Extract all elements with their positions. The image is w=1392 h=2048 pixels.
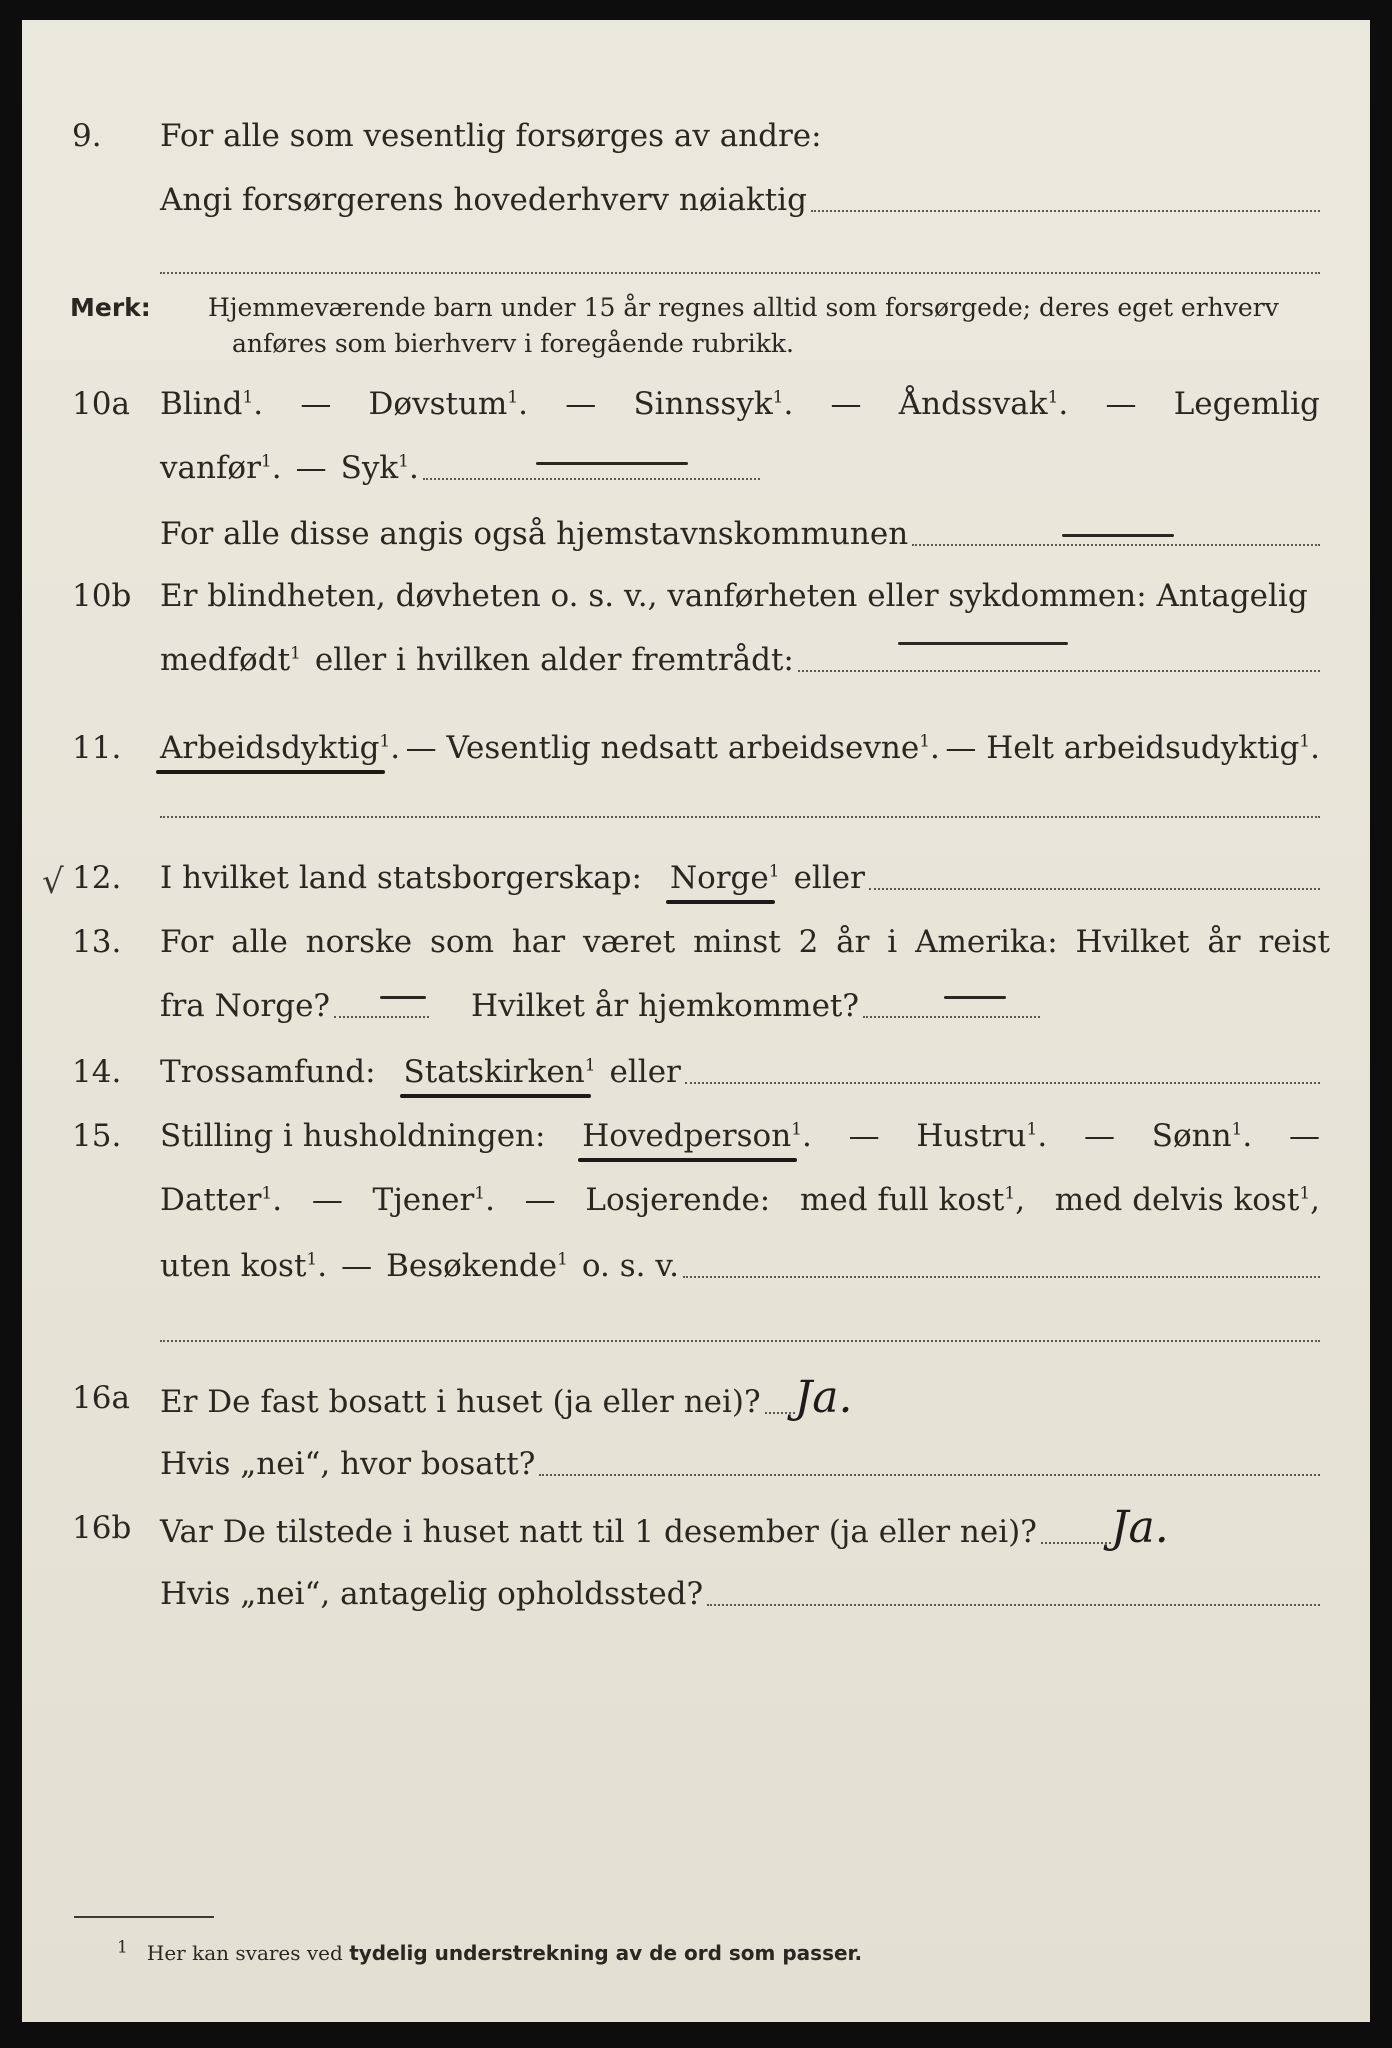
answer-field[interactable]: [912, 544, 1320, 546]
answer-field[interactable]: [423, 478, 760, 480]
pen-dash-mark: [1062, 534, 1174, 537]
census-form-page: [22, 20, 1370, 2022]
option-tjener: Tjener$^1$.: [372, 1182, 495, 1218]
question-text: fra Norge?: [160, 988, 331, 1024]
question-text: Trossamfund:: [160, 1054, 376, 1090]
question-text: Stilling i husholdningen:: [160, 1118, 546, 1154]
option-delvis-kost: med delvis kost$^1$,: [1054, 1182, 1320, 1218]
option-nedsatt: — Vesentlig nedsatt arbeidsevne$^1$.: [405, 730, 940, 766]
question-number: 9.: [72, 118, 102, 154]
question-number: 13.: [72, 924, 122, 960]
note-block: [70, 290, 1322, 362]
answer-line[interactable]: [160, 816, 1320, 818]
question-number: 12.: [72, 860, 122, 896]
option-syk: Syk$^1$.: [340, 450, 419, 486]
option-uten-kost: uten kost$^1$.: [160, 1248, 328, 1284]
question-text: I hvilket land statsborgerskap:: [160, 860, 642, 896]
answer-field[interactable]: [707, 1604, 1320, 1606]
separator: —: [848, 1118, 880, 1154]
separator: —: [1105, 386, 1137, 422]
answer-field-hjemkommet[interactable]: [863, 1016, 1040, 1018]
question-text: Var De tilstede i huset natt til 1 desember (ja eller nei)?: [160, 1514, 1037, 1550]
question-text: o. s. v.: [581, 1248, 680, 1284]
option-besokende: Besøkende$^1$: [386, 1248, 568, 1284]
check-mark: √: [42, 862, 64, 902]
option-arbeidsdyktig: Arbeidsdyktig$^1$.: [160, 730, 401, 766]
question-number: 11.: [72, 730, 122, 766]
option-legemlig[interactable]: Legemlig: [1173, 386, 1320, 422]
question-text: eller: [609, 1054, 681, 1090]
option-arbeidsudyktig: — Helt arbeidsudyktig$^1$.: [945, 730, 1320, 766]
question-text: Hvilket år hjemkommet?: [471, 988, 860, 1024]
question-number: 14.: [72, 1054, 122, 1090]
option-statskirken: Statskirken$^1$: [403, 1054, 596, 1090]
option-blind: Blind$^1$.: [160, 386, 264, 422]
note-text-line1: Hjemmeværende barn under 15 år regnes alltid som forsørgede; deres eget erhverv: [208, 293, 1279, 322]
answer-line[interactable]: [160, 1340, 1320, 1342]
question-text: For alle norske som har været minst 2 år i Amerika: Hvilket år reist: [160, 924, 1330, 960]
question-text: Er blindheten, døvheten o. s. v., vanførheten eller sykdommen: Antagelig: [160, 578, 1308, 614]
pen-dash-mark: [380, 996, 426, 999]
option-medfodt: medfødt$^1$: [160, 642, 301, 678]
separator: —: [1083, 1118, 1115, 1154]
option-norge: Norge$^1$: [669, 860, 780, 896]
note-label: Merk:: [70, 293, 151, 322]
separator: —: [300, 386, 332, 422]
answer-field-reist[interactable]: [334, 1016, 429, 1018]
handwritten-answer: Ja.: [1110, 1502, 1169, 1553]
note-text-line2: anføres som bierhverv i foregående rubrikk.: [232, 329, 794, 358]
option-full-kost: med full kost$^1$,: [799, 1182, 1026, 1218]
question-number: 10a: [72, 386, 130, 422]
question-text: For alle som vesentlig forsørges av andre:: [160, 118, 822, 154]
question-number: 15.: [72, 1118, 122, 1154]
separator: —: [295, 450, 327, 486]
question-text: For alle disse angis også hjemstavnskommunen: [160, 516, 909, 552]
question-text: Hvis „nei“, hvor bosatt?: [160, 1446, 536, 1482]
question-text: Angi forsørgerens hovederhverv nøiaktig: [160, 182, 807, 218]
pen-dash-mark: [944, 996, 1006, 999]
answer-field[interactable]: [539, 1474, 1320, 1476]
option-sonn: Sønn$^1$.: [1151, 1118, 1253, 1154]
handwritten-answer: Ja.: [794, 1372, 853, 1423]
pen-dash-mark: [536, 462, 688, 465]
question-number: 16b: [72, 1510, 132, 1546]
answer-line[interactable]: [160, 272, 1320, 274]
question-text: eller i hvilken alder fremtrådt:: [314, 642, 794, 678]
separator: —: [341, 1248, 373, 1284]
separator: —: [830, 386, 862, 422]
option-sinnssyk: Sinnssyk$^1$.: [633, 386, 794, 422]
footnote-mark: 1: [117, 1937, 128, 1958]
pen-dash-mark: [898, 642, 1068, 645]
answer-field[interactable]: [798, 670, 1320, 672]
separator: —: [1288, 1118, 1320, 1154]
option-vanfor: vanfør$^1$.: [160, 450, 282, 486]
separator: —: [524, 1182, 556, 1218]
option-datter: Datter$^1$.: [160, 1182, 283, 1218]
question-number: 16a: [72, 1380, 130, 1416]
answer-field[interactable]: [683, 1276, 1320, 1278]
option-hovedperson: Hovedperson$^1$.: [582, 1118, 812, 1154]
option-andssvak: Åndssvak$^1$.: [898, 386, 1069, 422]
question-text: Losjerende:: [585, 1182, 771, 1218]
question-text: eller: [793, 860, 865, 896]
question-text: Hvis „nei“, antagelig opholdssted?: [160, 1576, 704, 1612]
question-text: Er De fast bosatt i huset (ja eller nei)?: [160, 1384, 761, 1420]
question-number: 10b: [72, 578, 132, 614]
separator: —: [565, 386, 597, 422]
footnote: [117, 1937, 863, 1965]
answer-field[interactable]: [765, 1412, 795, 1414]
answer-field[interactable]: [1041, 1542, 1111, 1544]
footnote-rule: [74, 1916, 214, 1918]
footnote-text: Her kan svares ved: [146, 1941, 343, 1965]
answer-field[interactable]: [869, 888, 1320, 890]
separator: —: [311, 1182, 343, 1218]
footnote-bold-text: tydelig understrekning av de ord som passer.: [349, 1941, 863, 1965]
answer-field[interactable]: [811, 210, 1320, 212]
answer-field[interactable]: [685, 1082, 1320, 1084]
option-dovstum: Døvstum$^1$.: [368, 386, 528, 422]
option-hustru: Hustru$^1$.: [916, 1118, 1048, 1154]
